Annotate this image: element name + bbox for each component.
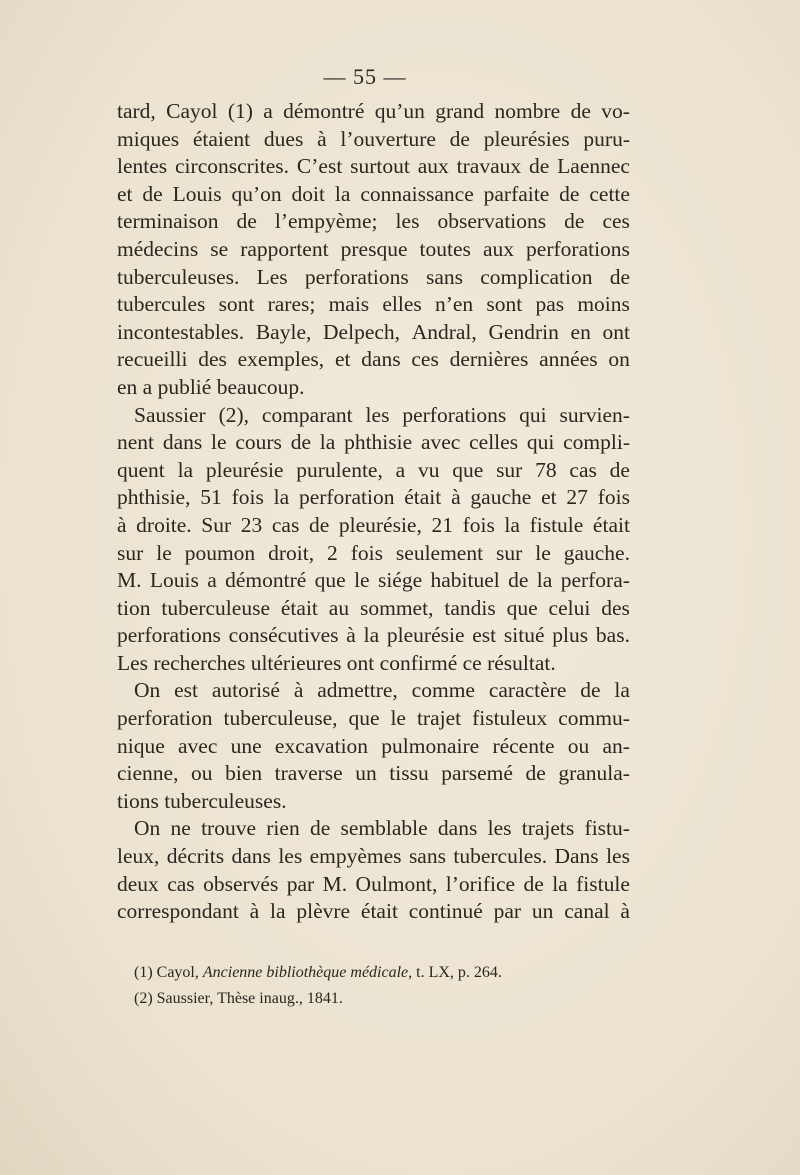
text-line: lentes circonscrites. C’est surtout aux travaux de Laennec xyxy=(117,154,630,179)
text-line: phthisie, 51 fois la perforation était à gauche et 27 fois xyxy=(117,485,630,510)
text-line: recueilli des exemples, et dans ces dernières années on xyxy=(117,347,630,372)
text-line: leux, décrits dans les empyèmes sans tubercules. Dans les xyxy=(117,844,630,869)
text-line: nent dans le cours de la phthisie avec celles qui compli- xyxy=(117,430,630,455)
footnote-author: Cayol, xyxy=(156,964,199,981)
footnote-reference: t. LX, p. 264. xyxy=(416,964,502,981)
text-line: deux cas observés par M. Oulmont, l’orifice de la fistule xyxy=(117,871,630,896)
footnote-author: Saussier, xyxy=(156,990,214,1007)
text-line: correspondant à la plèvre était continué par un canal à xyxy=(117,899,630,924)
text-line: tions tuberculeuses. xyxy=(117,788,287,813)
text-line: On est autorisé à admettre, comme caractère de la xyxy=(134,678,630,703)
footnote-marker: (2) xyxy=(134,990,153,1007)
text-line: terminaison de l’empyème; les observations de ces xyxy=(117,209,630,234)
footnote-marker: (1) xyxy=(134,964,153,981)
body-text xyxy=(117,98,630,926)
text-line: médecins se rapportent presque toutes aux perforations xyxy=(117,236,630,261)
text-line: quent la pleurésie purulente, a vu que sur 78 cas de xyxy=(117,457,630,482)
text-line: miques étaient dues à l’ouverture de pleurésies puru- xyxy=(117,126,630,151)
text-line: perforations consécutives à la pleurésie est situé plus bas. xyxy=(117,623,630,648)
text-line: à droite. Sur 23 cas de pleurésie, 21 fois la fistule était xyxy=(117,512,630,537)
text-line: et de Louis qu’on doit la connaissance parfaite de cette xyxy=(117,181,630,206)
footnote xyxy=(134,960,634,986)
text-line: incontestables. Bayle, Delpech, Andral, Gendrin en ont xyxy=(117,319,630,344)
text-line: tubercules sont rares; mais elles n’en sont pas moins xyxy=(117,292,630,317)
text-line: nique avec une excavation pulmonaire récente ou an- xyxy=(117,733,630,758)
footnotes xyxy=(134,960,634,1012)
text-line: tard, Cayol (1) a démontré qu’un grand nombre de vo- xyxy=(117,99,630,123)
text-line: M. Louis a démontré que le siége habituel de la perfora- xyxy=(117,568,630,593)
text-line: en a publié beaucoup. xyxy=(117,374,305,399)
text-line: Saussier (2), comparant les perforations qui survien- xyxy=(134,402,630,427)
text-line: perforation tuberculeuse, que le trajet fistuleux commu- xyxy=(117,706,630,731)
text-line: On ne trouve rien de semblable dans les trajets fistu- xyxy=(134,816,630,841)
text-line: tion tuberculeuse était au sommet, tandis que celui des xyxy=(117,595,630,620)
text-line: tuberculeuses. Les perforations sans complication de xyxy=(117,264,630,289)
text-line: sur le poumon droit, 2 fois seulement sur le gauche. xyxy=(117,540,630,565)
page-number: — 55 — xyxy=(323,64,407,89)
footnote-reference: Thèse inaug., 1841. xyxy=(217,990,343,1007)
footnote xyxy=(134,986,634,1012)
footnote-title: Ancienne bibliothèque médicale, xyxy=(202,964,413,981)
text-line: cienne, ou bien traverse un tissu parsemé de granula- xyxy=(117,761,630,786)
text-line: Les recherches ultérieures ont confirmé ce résultat. xyxy=(117,650,556,675)
